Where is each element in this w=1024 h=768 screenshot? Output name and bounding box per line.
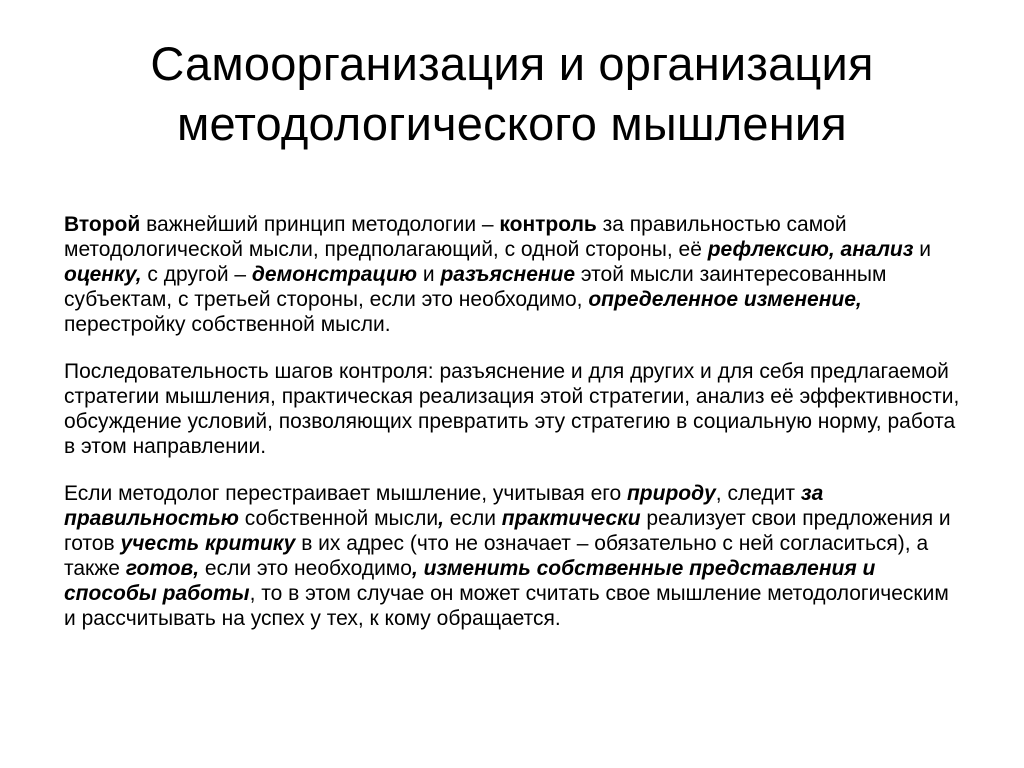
text-segment: за правильностью самой методологической мысли, предполагающий, с одной стороны, её [64, 213, 847, 261]
emphasis-bold-italic: за правильностью [64, 482, 824, 530]
emphasis-bold-italic: , изменить собственные представления и способы работы [64, 557, 876, 605]
emphasis-bold-italic: демонстрацию [251, 263, 418, 286]
emphasis-bold-italic: определенное изменение, [588, 288, 862, 311]
emphasis-bold-italic: учесть критику [120, 532, 296, 555]
text-segment: , то в этом случае он может считать свое мышление методологическим и рассчитывать на успех у тех, к кому обращается. [64, 582, 949, 630]
text-segment: реализует свои предложения и готов [64, 507, 951, 555]
emphasis-bold: контроль [499, 213, 597, 236]
emphasis-bold-italic: , [438, 507, 444, 530]
text-segment: если это необходимо [199, 557, 412, 580]
text-segment: собственной мысли [238, 507, 439, 530]
slide-title [40, 34, 984, 154]
text-segment: перестройку собственной мысли. [64, 313, 391, 336]
emphasis-bold-italic: практически [501, 507, 641, 530]
emphasis-bold-italic: разъяснение [440, 263, 576, 286]
emphasis-bold-italic: оценку, [64, 263, 142, 286]
paragraph-control-steps [64, 359, 964, 459]
text-segment: с другой – [141, 263, 252, 286]
slide-title-line-1: Самоорганизация и организация [150, 37, 874, 90]
text-segment: и [417, 263, 441, 286]
text-segment: этой мысли заинтересованным субъектам, с третьей стороны, если это необходимо, [64, 263, 887, 311]
text-segment: Если методолог перестраивает мышление, учитывая его [64, 482, 627, 505]
text-segment: в их адрес (что не означает – обязательно с ней согласиться), а также [64, 532, 929, 580]
emphasis-bold-italic: природу [626, 482, 716, 505]
text-segment: если [443, 507, 502, 530]
paragraph-control-principle [64, 212, 964, 337]
text-segment: и [913, 238, 932, 261]
text-segment: , следит [715, 482, 801, 505]
paragraph-methodologist-conditions [64, 481, 964, 631]
emphasis-bold: Второй [64, 213, 141, 236]
text-segment: важнейший принцип методологии – [140, 213, 500, 236]
text-segment: Последовательность шагов контроля: разъяснение и для других и для себя предлагаемой стратегии мышления, практическая реализация этой стратегии, анализ её эффективности, обсуждение условий, позволяющих превратить эту стратегию в социальную норму, работа в этом направлении. [64, 360, 960, 458]
emphasis-bold-italic: рефлексию, анализ [707, 238, 914, 261]
emphasis-bold-italic: готов, [125, 557, 200, 580]
slide-body [64, 212, 964, 631]
slide-title-line-2: методологического мышления [177, 97, 847, 150]
